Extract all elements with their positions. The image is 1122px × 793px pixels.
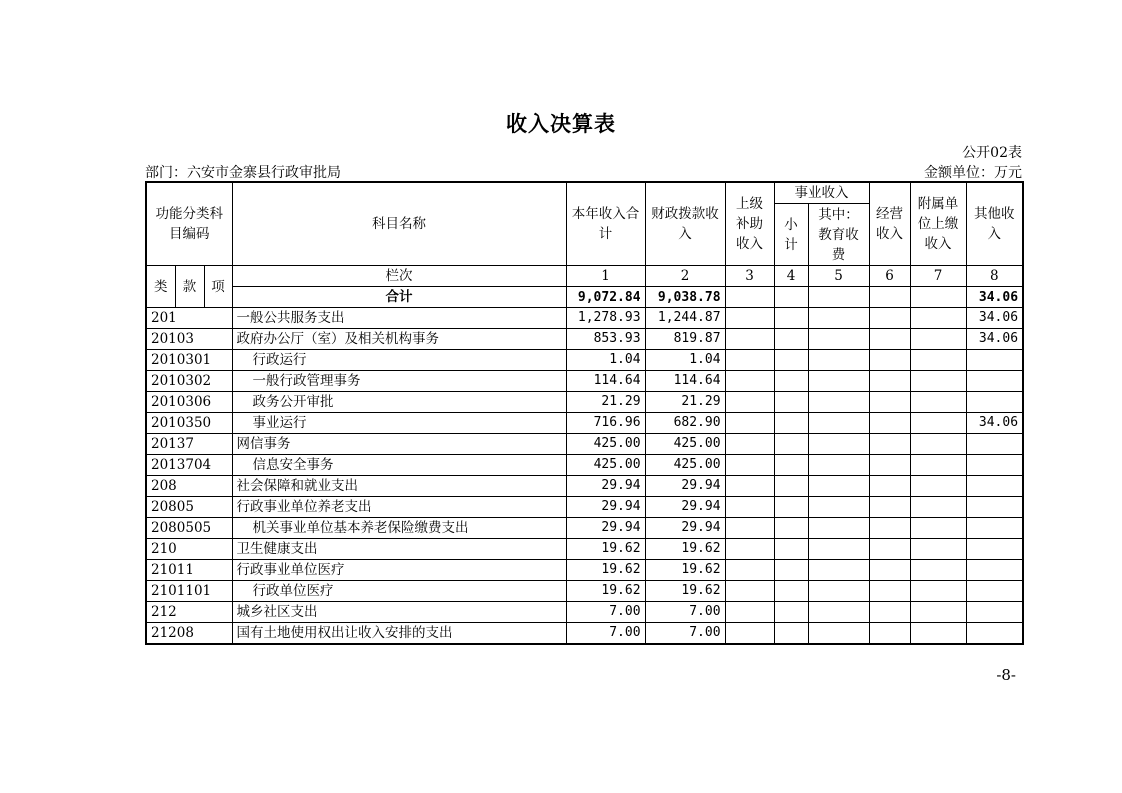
row-operating-income: [869, 623, 910, 645]
row-business-subtotal: [774, 518, 808, 539]
row-other-income: [966, 539, 1023, 560]
row-affiliated-income: [910, 623, 966, 645]
row-affiliated-income: [910, 497, 966, 518]
table-row: [146, 518, 1023, 539]
row-superior-subsidy: [725, 581, 774, 602]
row-name: 网信事务: [232, 434, 566, 455]
total-fiscal-value: 9,038.78: [645, 287, 725, 308]
row-operating-income: [869, 308, 910, 329]
col-num: 8: [966, 266, 1023, 287]
row-other-income: [966, 581, 1023, 602]
row-business-subtotal: [774, 455, 808, 476]
row-business-subtotal: [774, 623, 808, 645]
header-subtotal: 小计: [774, 204, 808, 266]
income-table: [145, 181, 1024, 645]
row-total-income: 853.93: [566, 329, 645, 350]
row-business-subtotal: [774, 560, 808, 581]
header-lei: 类: [146, 266, 175, 308]
row-affiliated-income: [910, 539, 966, 560]
row-fiscal-allocation: 819.87: [645, 329, 725, 350]
row-fiscal-allocation: 425.00: [645, 434, 725, 455]
row-name: 一般行政管理事务: [232, 371, 566, 392]
row-name: 行政单位医疗: [232, 581, 566, 602]
row-fiscal-allocation: 7.00: [645, 602, 725, 623]
row-affiliated-income: [910, 371, 966, 392]
row-superior-subsidy: [725, 392, 774, 413]
row-superior-subsidy: [725, 497, 774, 518]
header-superior-subsidy: 上级补助收入: [725, 182, 774, 266]
table-row: [146, 308, 1023, 329]
row-education-fee: [808, 392, 869, 413]
row-code: 2010350: [146, 413, 232, 434]
table-row: [146, 413, 1023, 434]
empty-cell: [774, 287, 808, 308]
row-name: 行政事业单位养老支出: [232, 497, 566, 518]
header-affiliated-income: 附属单位上缴收入: [910, 182, 966, 266]
table-row: [146, 434, 1023, 455]
header-func-code: 功能分类科目编码: [146, 182, 232, 266]
total-other-value: 34.06: [966, 287, 1023, 308]
row-superior-subsidy: [725, 350, 774, 371]
row-education-fee: [808, 518, 869, 539]
row-code: 2013704: [146, 455, 232, 476]
row-name: 政务公开审批: [232, 392, 566, 413]
row-total-income: 19.62: [566, 581, 645, 602]
col-num: 3: [725, 266, 774, 287]
row-business-subtotal: [774, 581, 808, 602]
row-operating-income: [869, 539, 910, 560]
row-fiscal-allocation: 682.90: [645, 413, 725, 434]
row-education-fee: [808, 434, 869, 455]
row-operating-income: [869, 455, 910, 476]
row-education-fee: [808, 497, 869, 518]
row-operating-income: [869, 371, 910, 392]
header-education-fee: 其中：教育收费: [808, 204, 869, 266]
header-kuan: 款: [175, 266, 204, 308]
row-affiliated-income: [910, 476, 966, 497]
row-superior-subsidy: [725, 623, 774, 645]
table-row: [146, 371, 1023, 392]
row-superior-subsidy: [725, 413, 774, 434]
empty-cell: [869, 287, 910, 308]
row-education-fee: [808, 413, 869, 434]
row-affiliated-income: [910, 434, 966, 455]
row-education-fee: [808, 623, 869, 645]
unit-label: 金额单位：万元: [924, 165, 1022, 181]
total-label: 合计: [232, 287, 566, 308]
row-name: 信息安全事务: [232, 455, 566, 476]
row-code: 20805: [146, 497, 232, 518]
row-fiscal-allocation: 19.62: [645, 539, 725, 560]
row-code: 2010306: [146, 392, 232, 413]
row-fiscal-allocation: 7.00: [645, 623, 725, 645]
row-business-subtotal: [774, 308, 808, 329]
header-operating-income: 经营收入: [869, 182, 910, 266]
row-education-fee: [808, 560, 869, 581]
row-education-fee: [808, 350, 869, 371]
row-code: 208: [146, 476, 232, 497]
table-row: [146, 476, 1023, 497]
row-code: 212: [146, 602, 232, 623]
row-other-income: 34.06: [966, 329, 1023, 350]
row-total-income: 1,278.93: [566, 308, 645, 329]
row-business-subtotal: [774, 413, 808, 434]
col-num: 2: [645, 266, 725, 287]
row-affiliated-income: [910, 308, 966, 329]
row-fiscal-allocation: 114.64: [645, 371, 725, 392]
col-num: 1: [566, 266, 645, 287]
row-code: 20137: [146, 434, 232, 455]
row-name: 国有土地使用权出让收入安排的支出: [232, 623, 566, 645]
header-fiscal-allocation: 财政拨款收入: [645, 182, 725, 266]
row-name: 事业运行: [232, 413, 566, 434]
row-superior-subsidy: [725, 308, 774, 329]
row-total-income: 7.00: [566, 602, 645, 623]
row-superior-subsidy: [725, 455, 774, 476]
row-name: 行政运行: [232, 350, 566, 371]
row-operating-income: [869, 392, 910, 413]
row-business-subtotal: [774, 602, 808, 623]
row-operating-income: [869, 518, 910, 539]
row-fiscal-allocation: 19.62: [645, 581, 725, 602]
row-affiliated-income: [910, 581, 966, 602]
row-business-subtotal: [774, 392, 808, 413]
row-name: 机关事业单位基本养老保险缴费支出: [232, 518, 566, 539]
row-education-fee: [808, 455, 869, 476]
table-row: [146, 329, 1023, 350]
row-superior-subsidy: [725, 434, 774, 455]
row-fiscal-allocation: 1.04: [645, 350, 725, 371]
row-other-income: [966, 476, 1023, 497]
row-name: 社会保障和就业支出: [232, 476, 566, 497]
row-superior-subsidy: [725, 602, 774, 623]
row-affiliated-income: [910, 602, 966, 623]
row-business-subtotal: [774, 539, 808, 560]
row-total-income: 425.00: [566, 455, 645, 476]
row-name: 卫生健康支出: [232, 539, 566, 560]
row-affiliated-income: [910, 455, 966, 476]
row-total-income: 29.94: [566, 497, 645, 518]
row-fiscal-allocation: 29.94: [645, 476, 725, 497]
table-row: [146, 623, 1023, 645]
table-row: [146, 455, 1023, 476]
row-business-subtotal: [774, 350, 808, 371]
row-business-subtotal: [774, 371, 808, 392]
empty-cell: [808, 287, 869, 308]
total-income-value: 9,072.84: [566, 287, 645, 308]
row-affiliated-income: [910, 329, 966, 350]
row-other-income: [966, 518, 1023, 539]
row-business-subtotal: [774, 329, 808, 350]
row-other-income: [966, 392, 1023, 413]
row-other-income: [966, 623, 1023, 645]
header-other-income: 其他收入: [966, 182, 1023, 266]
row-other-income: [966, 434, 1023, 455]
row-name: 政府办公厅（室）及相关机构事务: [232, 329, 566, 350]
row-code: 2010301: [146, 350, 232, 371]
row-business-subtotal: [774, 497, 808, 518]
header-xiang: 项: [204, 266, 232, 308]
row-fiscal-allocation: 21.29: [645, 392, 725, 413]
header-subject-name: 科目名称: [232, 182, 566, 266]
table-row: [146, 350, 1023, 371]
row-business-subtotal: [774, 434, 808, 455]
header-column-row: 栏次: [232, 266, 566, 287]
row-total-income: 1.04: [566, 350, 645, 371]
row-superior-subsidy: [725, 560, 774, 581]
header-total-income: 本年收入合计: [566, 182, 645, 266]
row-code: 21208: [146, 623, 232, 645]
row-other-income: [966, 371, 1023, 392]
row-education-fee: [808, 539, 869, 560]
row-fiscal-allocation: 29.94: [645, 518, 725, 539]
page-title: 收入决算表: [506, 111, 616, 136]
row-superior-subsidy: [725, 476, 774, 497]
row-education-fee: [808, 308, 869, 329]
row-total-income: 21.29: [566, 392, 645, 413]
row-code: 21011: [146, 560, 232, 581]
row-other-income: [966, 560, 1023, 581]
row-total-income: 425.00: [566, 434, 645, 455]
col-num: 7: [910, 266, 966, 287]
empty-cell: [910, 287, 966, 308]
row-education-fee: [808, 476, 869, 497]
row-code: 201: [146, 308, 232, 329]
table-row: [146, 581, 1023, 602]
row-operating-income: [869, 434, 910, 455]
row-code: 210: [146, 539, 232, 560]
row-other-income: [966, 350, 1023, 371]
form-number: 公开02表: [962, 145, 1022, 161]
row-name: 行政事业单位医疗: [232, 560, 566, 581]
row-education-fee: [808, 371, 869, 392]
department-label: 部门：六安市金寨县行政审批局: [145, 165, 341, 181]
row-code: 2080505: [146, 518, 232, 539]
row-affiliated-income: [910, 518, 966, 539]
row-operating-income: [869, 602, 910, 623]
row-total-income: 716.96: [566, 413, 645, 434]
row-operating-income: [869, 497, 910, 518]
row-operating-income: [869, 476, 910, 497]
row-affiliated-income: [910, 560, 966, 581]
row-name: 城乡社区支出: [232, 602, 566, 623]
table-row: [146, 602, 1023, 623]
col-num: 4: [774, 266, 808, 287]
page-number: -8-: [996, 666, 1016, 684]
row-code: 20103: [146, 329, 232, 350]
row-superior-subsidy: [725, 518, 774, 539]
row-code: 2101101: [146, 581, 232, 602]
row-affiliated-income: [910, 413, 966, 434]
row-operating-income: [869, 329, 910, 350]
table-row: [146, 560, 1023, 581]
row-total-income: 19.62: [566, 539, 645, 560]
table-row: [146, 539, 1023, 560]
row-total-income: 29.94: [566, 476, 645, 497]
row-other-income: 34.06: [966, 413, 1023, 434]
row-affiliated-income: [910, 350, 966, 371]
table-row: [146, 392, 1023, 413]
row-code: 2010302: [146, 371, 232, 392]
row-operating-income: [869, 413, 910, 434]
row-education-fee: [808, 329, 869, 350]
row-superior-subsidy: [725, 539, 774, 560]
empty-cell: [725, 287, 774, 308]
header-business-income: 事业收入: [774, 182, 869, 204]
row-operating-income: [869, 581, 910, 602]
row-total-income: 114.64: [566, 371, 645, 392]
row-fiscal-allocation: 29.94: [645, 497, 725, 518]
row-other-income: [966, 602, 1023, 623]
row-education-fee: [808, 581, 869, 602]
row-operating-income: [869, 350, 910, 371]
row-other-income: [966, 497, 1023, 518]
table-row: [146, 497, 1023, 518]
row-total-income: 7.00: [566, 623, 645, 645]
col-num: 6: [869, 266, 910, 287]
row-fiscal-allocation: 1,244.87: [645, 308, 725, 329]
row-superior-subsidy: [725, 329, 774, 350]
row-total-income: 29.94: [566, 518, 645, 539]
row-business-subtotal: [774, 476, 808, 497]
row-superior-subsidy: [725, 371, 774, 392]
row-name: 一般公共服务支出: [232, 308, 566, 329]
row-affiliated-income: [910, 392, 966, 413]
row-other-income: 34.06: [966, 308, 1023, 329]
row-education-fee: [808, 602, 869, 623]
col-num: 5: [808, 266, 869, 287]
row-fiscal-allocation: 425.00: [645, 455, 725, 476]
row-total-income: 19.62: [566, 560, 645, 581]
row-operating-income: [869, 560, 910, 581]
row-fiscal-allocation: 19.62: [645, 560, 725, 581]
row-other-income: [966, 455, 1023, 476]
